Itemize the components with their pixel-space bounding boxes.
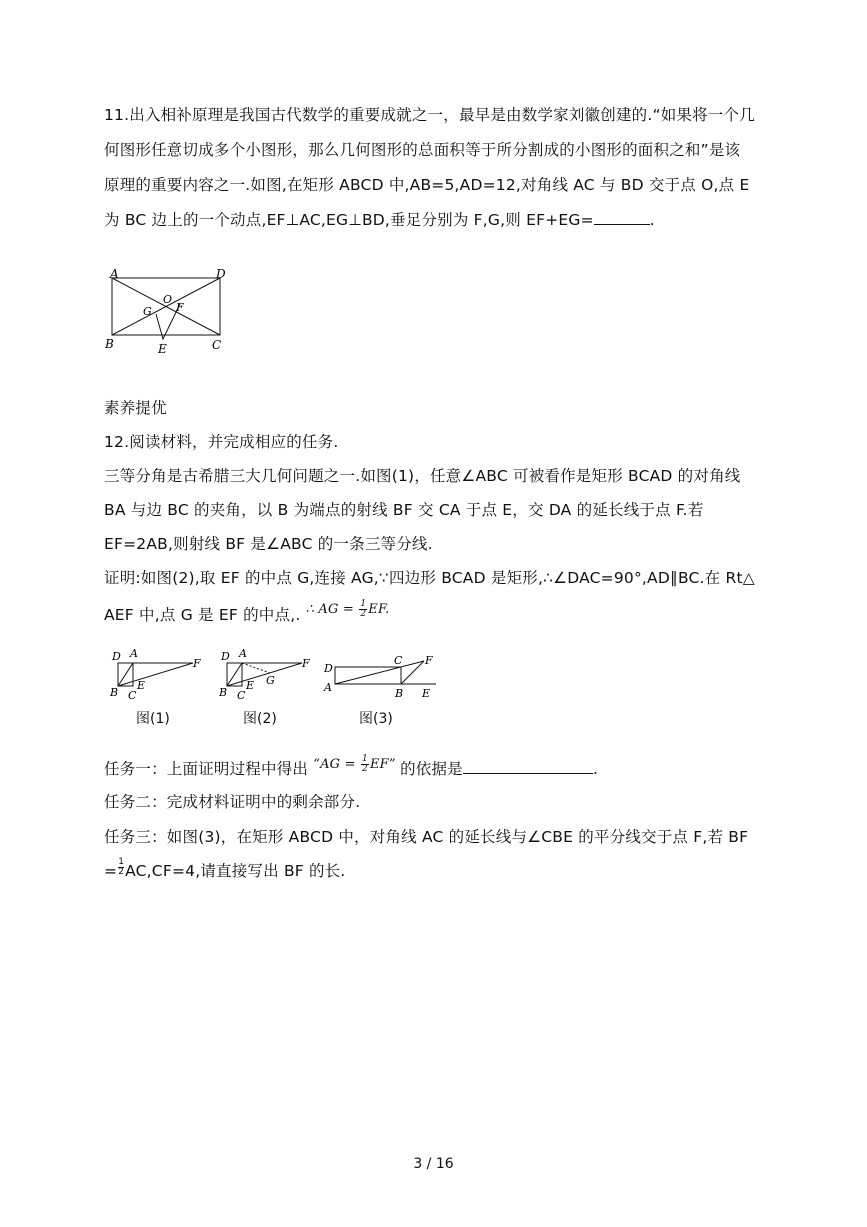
q11-label-e: E — [158, 342, 167, 356]
fraction-denominator: 2 — [362, 764, 368, 774]
fig1-label-c: C — [128, 689, 137, 701]
task-1-end: . — [592, 760, 599, 778]
task-2-line: 任务二：完成材料证明中的剩余部分. — [104, 793, 361, 811]
q12-formula-prefix: ∴ AG = — [305, 602, 359, 617]
q11-label-a: A — [110, 267, 119, 281]
fraction-denominator: 2 — [360, 609, 367, 619]
task-1-formula-suffix: EF” — [369, 757, 396, 772]
q11-rectangle-figure — [100, 265, 250, 360]
fraction-denominator: 2 — [118, 867, 125, 877]
q11-line-2: 何图形任意切成多个小图形，那么几何图形的总面积等于所分割成的小图形的面积之和”是该 — [104, 141, 741, 159]
fig1-label-d: D — [112, 650, 121, 663]
fig2-label-a: A — [239, 647, 247, 660]
fig2-label-b: B — [219, 686, 228, 699]
q12-formula-fraction — [359, 600, 367, 619]
q11-line-3: 原理的重要内容之一.如图,在矩形 ABCD 中,AB=5,AD=12,对角线 AC 与 BD 交于点 O,点 E — [104, 176, 750, 194]
fig1-label-e: E — [137, 679, 146, 692]
q12-figure-2 — [214, 643, 314, 701]
figure-1-caption: 图(1) — [136, 711, 170, 727]
fig3-label-a: A — [324, 681, 332, 694]
q12-line-1: 12.阅读材料，并完成相应的任务. — [104, 433, 339, 451]
task-3-fraction — [118, 858, 124, 877]
fig3-label-d: D — [324, 662, 333, 675]
task-3-rest: AC,CF=4,请直接写出 BF 的长. — [125, 862, 346, 880]
q11-label-f: F — [176, 301, 184, 314]
q11-label-c: C — [212, 338, 222, 352]
q11-line-4-end: . — [649, 211, 655, 229]
page-number: 3 / 16 — [413, 1156, 454, 1172]
fig3-label-f: F — [425, 654, 433, 667]
task-1-basis-label: 的依据是 — [400, 760, 463, 778]
fig3-label-c: C — [394, 654, 403, 667]
q11-answer-blank[interactable] — [594, 224, 650, 225]
q12-figure-3 — [320, 650, 445, 702]
q12-line-4: EF=2AB,则射线 BF 是∠ABC 的一条三等分线. — [104, 535, 433, 553]
fig2-label-d: D — [221, 650, 230, 663]
q12-formula-suffix: EF. — [368, 602, 390, 617]
fig1-label-a: A — [130, 647, 138, 660]
q12-line-6-formula — [305, 599, 390, 619]
task-1-formula-prefix: “AG = — [313, 757, 361, 772]
q12-line-5: 证明:如图(2),取 EF 的中点 G,连接 AG,∵四边形 BCAD 是矩形,∴∠DAC=90°,AD∥BC.在 Rt△ — [104, 569, 755, 587]
q12-figure-1 — [105, 643, 205, 701]
fig1-label-b: B — [110, 686, 119, 699]
figure-2-caption: 图(2) — [243, 711, 277, 727]
q11-line-4 — [104, 208, 655, 230]
q12-line-6 — [104, 599, 390, 626]
task-1-fraction — [361, 755, 369, 774]
q11-line-4-text: 为 BC 边上的一个动点,EF⊥AC,EG⊥BD,垂足分别为 F,G,则 EF+EG= — [104, 211, 594, 229]
q12-line-3: BA 与边 BC 的夹角，以 B 为端点的射线 BF 交 CA 于点 E，交 DA 的延长线于点 F.若 — [104, 501, 704, 519]
figure-3-caption: 图(3) — [359, 711, 393, 727]
task-3-line-2 — [104, 858, 346, 881]
q11-label-d: D — [216, 267, 226, 281]
task-1-formula — [313, 754, 400, 774]
fig2-label-c: C — [237, 689, 246, 701]
fig2-label-e: E — [246, 679, 255, 692]
task-3-line-1: 任务三：如图(3)，在矩形 ABCD 中，对角线 AC 的延长线与∠CBE 的平分线交于点 F,若 BF — [104, 828, 749, 846]
q12-line-2: 三等分角是古希腊三大几何问题之一.如图(1)，任意∠ABC 可被看作是矩形 BCAD 的对角线 — [104, 467, 741, 485]
q11-line-1: 11.出入相补原理是我国古代数学的重要成就之一，最早是由数学家刘徽创建的.“如果将一个几 — [104, 106, 755, 124]
fraction-numerator: 1 — [362, 754, 368, 764]
fig2-label-g: G — [266, 674, 275, 687]
fig3-label-e: E — [422, 687, 431, 700]
task-1-answer-blank[interactable] — [463, 773, 593, 774]
task-1-line — [104, 754, 599, 780]
fig3-label-b: B — [395, 687, 404, 700]
q11-label-b: B — [105, 337, 114, 351]
task-3-equals: = — [104, 862, 118, 880]
fraction-numerator: 1 — [360, 599, 367, 609]
fig2-label-f: F — [302, 657, 310, 670]
q12-line-6-text: AEF 中,点 G 是 EF 的中点,. — [104, 606, 301, 624]
section-title: 素养提优 — [104, 399, 167, 417]
fig1-label-f: F — [193, 657, 201, 670]
q11-label-o: O — [163, 293, 173, 306]
fraction-numerator: 1 — [118, 857, 125, 867]
q11-label-g: G — [143, 305, 152, 318]
task-1-prefix: 任务一：上面证明过程中得出 — [104, 760, 309, 778]
